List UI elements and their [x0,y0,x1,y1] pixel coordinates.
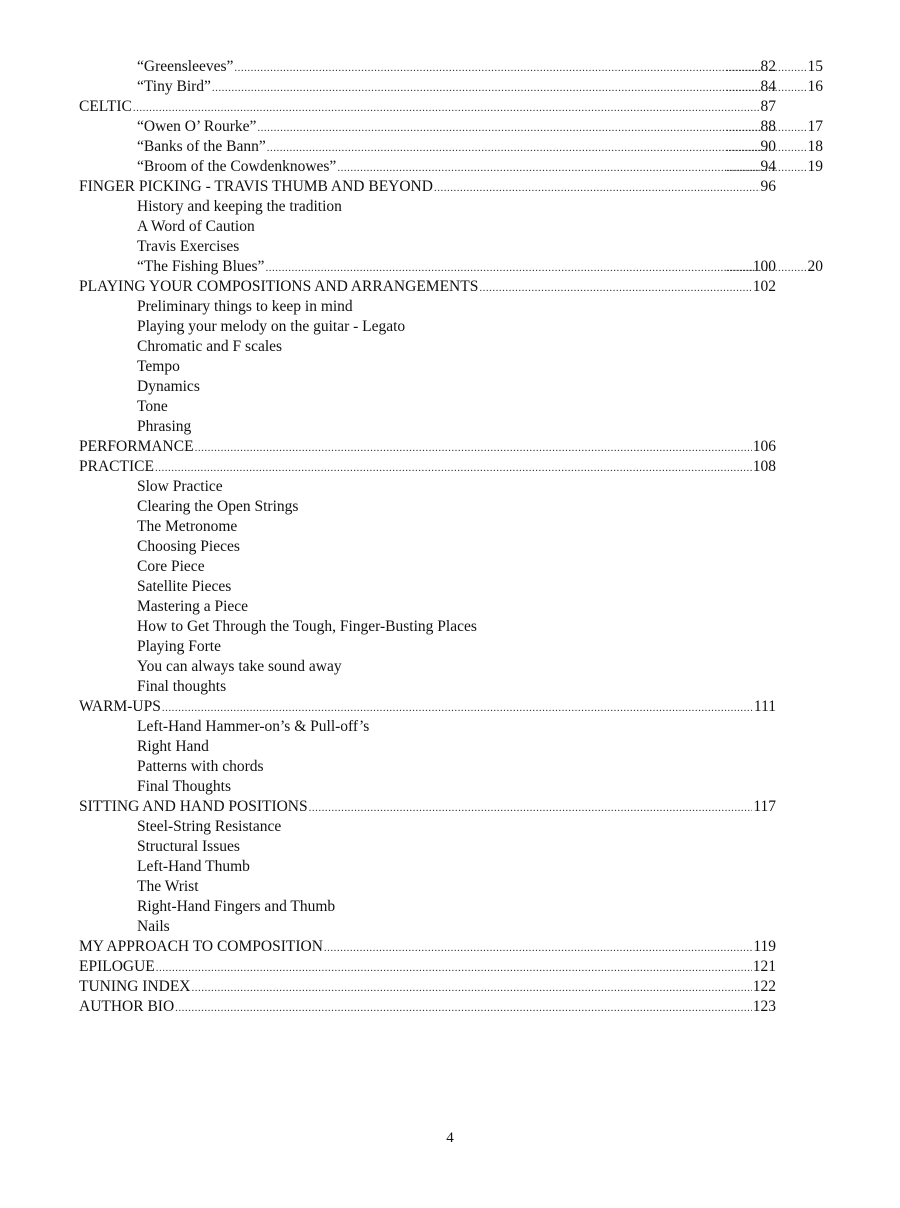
toc-subentry [79,157,825,177]
toc-subentry [79,897,825,917]
toc-track-number: 20 [807,258,823,275]
audio-track-ref [725,77,823,97]
toc-entry-line [137,57,776,77]
toc-entry-line [137,157,776,177]
toc-subentry [79,777,825,797]
toc-entry-title: FINGER PICKING - TRAVIS THUMB AND BEYOND [79,178,433,195]
dot-leader [162,697,753,717]
dot-leader [309,797,753,817]
toc-entry-title: PERFORMANCE [79,438,194,455]
toc-entry-line [137,337,825,357]
toc-entry-title: PRACTICE [79,458,154,475]
toc-entry-line [137,137,776,157]
audio-track-ref [725,157,823,177]
toc-subentry [79,237,825,257]
dot-leader [726,57,807,77]
audio-track-ref [725,137,823,157]
toc-entry-title: WARM-UPS [79,698,161,715]
toc-entry-line [137,677,825,697]
toc-subentry [79,57,825,77]
toc-section [79,997,825,1017]
toc-entry-line [137,197,825,217]
toc-entry-line [137,737,825,757]
dot-leader [234,57,759,77]
toc-entry-title: A Word of Caution [137,218,255,235]
toc-entry-line [137,297,825,317]
toc-entry-title: “The Fishing Blues” [137,258,265,275]
toc-entry-line [137,237,825,257]
toc-subentry [79,77,825,97]
toc-entry-line [137,557,825,577]
dot-leader [156,957,752,977]
toc-entry-line [137,877,825,897]
toc-page-number: 96 [760,178,776,195]
toc-subentry [79,857,825,877]
toc-subentry [79,577,825,597]
toc-entry-line [137,857,825,877]
toc-subentry [79,677,825,697]
dot-leader [434,177,760,197]
dot-leader [175,997,752,1017]
toc-entry-title: Playing your melody on the guitar - Legato [137,318,406,335]
toc-page-number: 123 [752,998,776,1015]
toc-entry-line [137,217,825,237]
toc-entry-line [137,517,825,537]
toc-subentry [79,117,825,137]
toc-section [79,697,825,717]
dot-leader [267,137,760,157]
toc-entry-title: Clearing the Open Strings [137,498,299,515]
toc-page-number: 102 [752,278,776,295]
toc-page-number: 88 [760,118,776,135]
dot-leader [726,137,807,157]
toc-track-number: 17 [807,118,823,135]
toc-subentry [79,317,825,337]
toc-section [79,937,825,957]
toc-entry-line [137,477,825,497]
toc-entry-title: You can always take sound away [137,658,342,675]
toc-entry-title: Final Thoughts [137,778,232,795]
dot-leader [192,977,752,997]
toc-entry-title: Steel-String Resistance [137,818,282,835]
toc-section [79,277,825,297]
toc-entry-line [137,397,825,417]
toc-entry-title: “Greensleeves” [137,58,234,75]
toc-entry-line [79,797,776,817]
toc-track-number: 15 [807,58,823,75]
toc-entry-line [137,657,825,677]
toc-subentry [79,877,825,897]
toc-entry-title: Tempo [137,358,180,375]
toc-entry-title: Left-Hand Thumb [137,858,250,875]
toc-entry-line [137,917,825,937]
toc-entry-line [79,697,776,717]
toc-entry-line [137,317,825,337]
toc-entry-title: Left-Hand Hammer-on’s & Pull-off’s [137,718,370,735]
toc-entry-line [79,277,776,297]
toc-entry-title: Core Piece [137,558,205,575]
toc-entry-line [137,757,825,777]
toc-section [79,177,825,197]
dot-leader [337,157,759,177]
toc-subentry [79,357,825,377]
toc-entry-title: Final thoughts [137,678,227,695]
toc-section [79,437,825,457]
toc-entry-title: Satellite Pieces [137,578,232,595]
toc-subentry [79,397,825,417]
toc-entry-title: Choosing Pieces [137,538,240,555]
toc-entry-line [137,637,825,657]
toc-entry-line [79,457,776,477]
toc-entry-title: Patterns with chords [137,758,264,775]
toc-subentry [79,197,825,217]
toc-entry-line [137,377,825,397]
toc-entry-title: Phrasing [137,418,192,435]
dot-leader [726,117,807,137]
toc-page-number: 82 [760,58,776,75]
toc-page-number: 119 [753,938,776,955]
toc-entry-title: Chromatic and F scales [137,338,283,355]
toc-entry-line [137,257,776,277]
toc-subentry [79,917,825,937]
audio-track-ref [725,57,823,77]
audio-track-ref [725,257,823,277]
toc-entry-line [79,177,776,197]
toc-entry-title: The Wrist [137,878,199,895]
toc-section [79,797,825,817]
dot-leader [726,157,807,177]
toc-entry-line [137,577,825,597]
toc-entry-title: History and keeping the tradition [137,198,342,215]
toc-entry-line [137,717,825,737]
toc-page-number: 111 [753,698,776,715]
toc-subentry [79,257,825,277]
toc-entry-line [79,937,776,957]
toc-subentry [79,337,825,357]
toc-entry-line [79,957,776,977]
toc-entry-line [137,537,825,557]
page-number: 4 [446,1130,454,1146]
toc-entry-line [137,597,825,617]
toc-page-number: 121 [752,958,776,975]
toc-subentry [79,297,825,317]
toc-entry-title: Nails [137,918,170,935]
toc-page-number: 108 [752,458,776,475]
toc-page-number: 117 [753,798,776,815]
toc-entry-line [137,777,825,797]
toc-entry-title: Playing Forte [137,638,221,655]
toc-entry-line [137,817,825,837]
toc-page-number: 87 [760,98,776,115]
toc-page-number: 84 [760,78,776,95]
toc-page-number: 106 [752,438,776,455]
toc-entry-line [79,437,776,457]
toc-entry-title: Tone [137,398,168,415]
toc-entry-title: AUTHOR BIO [79,998,175,1015]
toc-entry-line [79,997,776,1017]
toc-subentry [79,217,825,237]
toc-entry-title: EPILOGUE [79,958,155,975]
toc-subentry [79,737,825,757]
toc-section [79,977,825,997]
toc-entry-title: Right-Hand Fingers and Thumb [137,898,336,915]
toc-entry-line [137,497,825,517]
toc-entry-line [137,357,825,377]
toc-entry-title: Right Hand [137,738,209,755]
toc-entry-line [79,977,776,997]
toc-entry-title: Travis Exercises [137,238,240,255]
toc-subentry [79,517,825,537]
toc-entry-title: CELTIC [79,98,132,115]
dot-leader [479,277,751,297]
toc-entry-title: MY APPROACH TO COMPOSITION [79,938,323,955]
toc-entry-title: Mastering a Piece [137,598,249,615]
toc-subentry [79,557,825,577]
toc-subentry [79,717,825,737]
toc-subentry [79,597,825,617]
toc-entry-title: “Owen O’ Rourke” [137,118,257,135]
audio-track-ref [725,117,823,137]
toc-entry-title: Dynamics [137,378,200,395]
toc-track-number: 18 [807,138,823,155]
toc-entry-title: Preliminary things to keep in mind [137,298,353,315]
toc-page-number: 100 [752,258,776,275]
toc-section [79,97,825,117]
dot-leader [324,937,752,957]
toc-entry-title: SITTING AND HAND POSITIONS [79,798,308,815]
toc-section [79,457,825,477]
dot-leader [257,117,759,137]
toc-entry-title: “Banks of the Bann” [137,138,266,155]
toc-subentry [79,137,825,157]
toc-subentry [79,657,825,677]
toc-subentry [79,837,825,857]
toc-track-number: 19 [807,158,823,175]
toc-entry-line [137,77,776,97]
dot-leader [155,457,752,477]
toc-track-number: 16 [807,78,823,95]
toc-entry-title: PLAYING YOUR COMPOSITIONS AND ARRANGEMENTS [79,278,479,295]
dot-leader [726,77,807,97]
toc-entry-title: Slow Practice [137,478,223,495]
toc-subentry [79,637,825,657]
toc-page-number: 122 [752,978,776,995]
toc-subentry [79,617,825,637]
toc-subentry [79,477,825,497]
table-of-contents [79,57,825,1017]
toc-entry-line [137,417,825,437]
toc-page-number: 90 [760,138,776,155]
toc-subentry [79,537,825,557]
toc-entry-title: How to Get Through the Tough, Finger-Busting Places [137,618,477,635]
toc-subentry [79,757,825,777]
toc-subentry [79,417,825,437]
dot-leader [265,257,751,277]
toc-page-number: 94 [760,158,776,175]
toc-entry-title: Structural Issues [137,838,240,855]
toc-entry-title: TUNING INDEX [79,978,191,995]
toc-entry-title: “Tiny Bird” [137,78,211,95]
toc-subentry [79,817,825,837]
dot-leader [133,97,760,117]
toc-section [79,957,825,977]
toc-entry-line [137,837,825,857]
toc-subentry [79,497,825,517]
toc-entry-title: The Metronome [137,518,238,535]
toc-entry-line [137,617,825,637]
toc-entry-line [137,897,825,917]
dot-leader [195,437,752,457]
toc-entry-line [79,97,776,117]
dot-leader [726,257,807,277]
toc-entry-title: “Broom of the Cowdenknowes” [137,158,337,175]
toc-subentry [79,377,825,397]
toc-entry-line [137,117,776,137]
dot-leader [212,77,760,97]
